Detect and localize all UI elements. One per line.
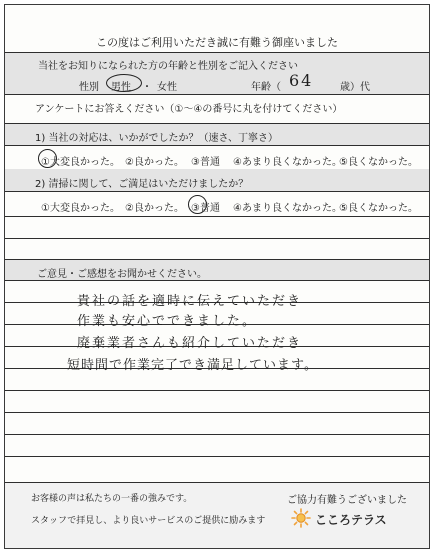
q2-option-3[interactable]: ③普通 — [191, 203, 220, 214]
footer-thanks: ご協力有難うございました — [287, 495, 407, 506]
survey-intro: アンケートにお答えください（①～④の番号に丸を付けてください） — [35, 104, 343, 115]
divider — [5, 482, 429, 483]
q1-option-2[interactable]: ②良かった。 — [125, 157, 184, 168]
divider — [5, 52, 429, 53]
divider — [5, 259, 429, 260]
sun-flower-logo-icon — [291, 508, 311, 528]
selection-circle — [106, 74, 142, 92]
q2-option-5[interactable]: ⑤良くなかった。 — [339, 203, 418, 214]
gender-separator: ・ — [142, 82, 152, 93]
comment-handwritten-line: 貴社の話を適時に伝えていただき — [77, 294, 303, 309]
divider — [5, 191, 429, 192]
ruled-line — [5, 456, 429, 457]
q2-text: 2) 清掃に関して、ご満足はいただけましたか？ — [35, 179, 249, 190]
comment-handwritten-line: 短時間で作業完了でき満足しています。 — [67, 358, 318, 373]
q2-option-1[interactable]: ①大変良かった。 — [41, 203, 120, 214]
q1-option-3[interactable]: ③普通 — [191, 157, 220, 168]
comment-handwritten-line: 廃棄業者さんも紹介していただき — [77, 336, 303, 351]
comments-label: ご意見・ご感想をお聞かせください。 — [37, 269, 207, 280]
q2-option-4[interactable]: ④あまり良くなかった。 — [233, 203, 342, 214]
ruled-line — [5, 412, 429, 413]
ruled-line — [5, 434, 429, 435]
comment-handwritten-line: 作業も安心でできました。 — [77, 314, 258, 329]
footer-message-1: お客様の声は私たちの一番の強みです。 — [31, 494, 193, 504]
q1-option-1[interactable]: ①大変良かった。 — [41, 157, 120, 168]
gender-label: 性別 — [79, 82, 99, 93]
divider — [5, 238, 429, 239]
page-title: この度はご利用いただき誠に有難う御座いました — [96, 36, 338, 49]
divider — [5, 94, 429, 95]
profile-prompt: 当社をお知りになられた方の年齢と性別をご記入ください — [38, 61, 298, 72]
selection-circle — [38, 149, 57, 168]
age-label: 年齢（ — [251, 82, 281, 93]
q1-option-5[interactable]: ⑤良くなかった。 — [339, 157, 418, 168]
age-suffix: 歳）代 — [340, 82, 370, 93]
footer-message-2: スタッフで拝見し、より良いサービスのご提供に励みます — [31, 516, 266, 526]
age-handwritten-value: 64 — [289, 71, 314, 90]
q1-option-4[interactable]: ④あまり良くなかった。 — [233, 157, 342, 168]
q2-option-2[interactable]: ②良かった。 — [125, 203, 184, 214]
gender-option-male[interactable]: 男性 — [111, 82, 131, 93]
divider — [5, 216, 429, 217]
survey-sheet — [4, 4, 430, 549]
brand-name: こころテラス — [315, 513, 387, 527]
ruled-line — [5, 390, 429, 391]
divider — [5, 145, 429, 146]
divider — [5, 123, 429, 124]
selection-circle — [188, 195, 207, 214]
divider — [5, 280, 429, 281]
q1-text: 1) 当社の対応は、いかがでしたか？（速さ、丁寧さ） — [35, 133, 279, 144]
gender-option-female[interactable]: 女性 — [157, 82, 177, 93]
